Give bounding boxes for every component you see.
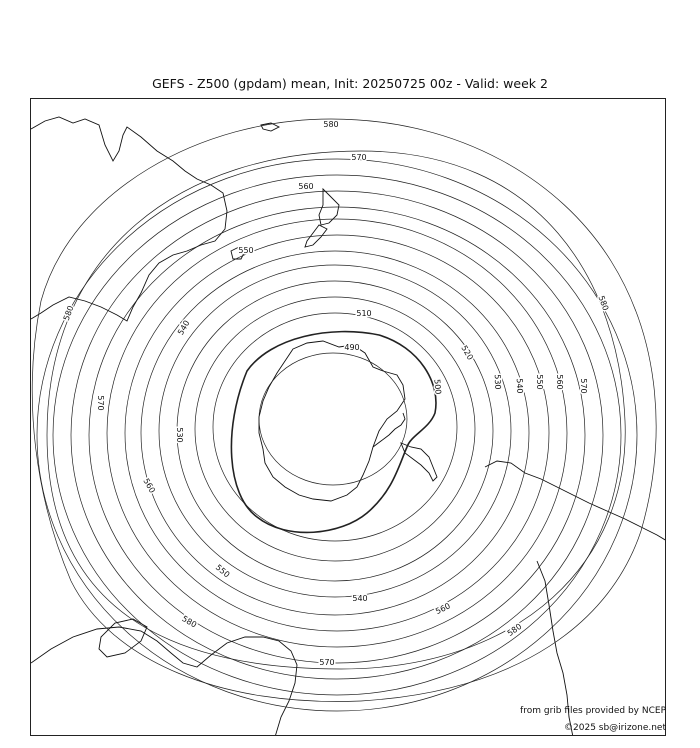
contour-label: 500 (432, 378, 443, 395)
contour-label: 540 (176, 318, 192, 337)
contour-540 (125, 235, 549, 631)
contour-535 (141, 251, 529, 615)
contour-500 (231, 332, 436, 533)
contour-label: 530 (175, 427, 184, 443)
contour-label: 570 (96, 395, 105, 411)
contour-label: 540 (352, 594, 368, 603)
contour-label: 580 (596, 294, 611, 312)
contour-label: 560 (141, 476, 157, 495)
contour-label: 490 (344, 343, 360, 352)
contour-label: 550 (535, 374, 544, 390)
antarctica-coastline (259, 341, 405, 501)
map-svg (31, 99, 666, 736)
contour-lines (32, 119, 656, 711)
contour-label: 550 (238, 246, 254, 255)
madagascar-coastline (99, 619, 147, 657)
contour-label: 550 (213, 562, 232, 580)
contour-label: 560 (555, 374, 564, 390)
map-frame (30, 98, 666, 736)
contour-label: 570 (319, 658, 335, 667)
contour-label: 530 (492, 374, 503, 390)
author-credit: ©2025 sb@irizone.net (564, 723, 666, 733)
contour-label: 580 (505, 621, 524, 639)
contour-560 (53, 175, 621, 695)
contour-label: 580 (180, 614, 199, 630)
contour-525 (177, 281, 493, 581)
contour-label: 570 (351, 153, 367, 162)
data-source-credit: from grib files provided by NCEP (520, 706, 666, 716)
contour-550 (89, 207, 585, 663)
contour-label: 560 (434, 601, 452, 617)
australia-coastline (31, 117, 227, 321)
contour-label: 560 (298, 182, 314, 191)
map-title: GEFS - Z500 (gpdam) mean, Init: 20250725 00z - Valid: week 2 (152, 76, 548, 91)
contour-520 (195, 297, 475, 561)
contour-510 (213, 313, 457, 541)
contour-490 (259, 353, 407, 485)
contour-570 (47, 151, 625, 669)
contour-530 (159, 265, 511, 597)
contour-label: 570 (579, 378, 588, 394)
coastlines (31, 117, 666, 736)
contour-label: 580 (61, 304, 76, 322)
africa-coastline (31, 627, 297, 736)
contour-label: 540 (514, 378, 525, 394)
antarctic-peninsula (373, 413, 405, 447)
contour-label: 510 (356, 309, 372, 318)
contour-label: 520 (459, 343, 475, 362)
contour-label: 580 (323, 120, 339, 129)
contour-555 (71, 191, 603, 679)
south-america-coastline (485, 461, 666, 541)
